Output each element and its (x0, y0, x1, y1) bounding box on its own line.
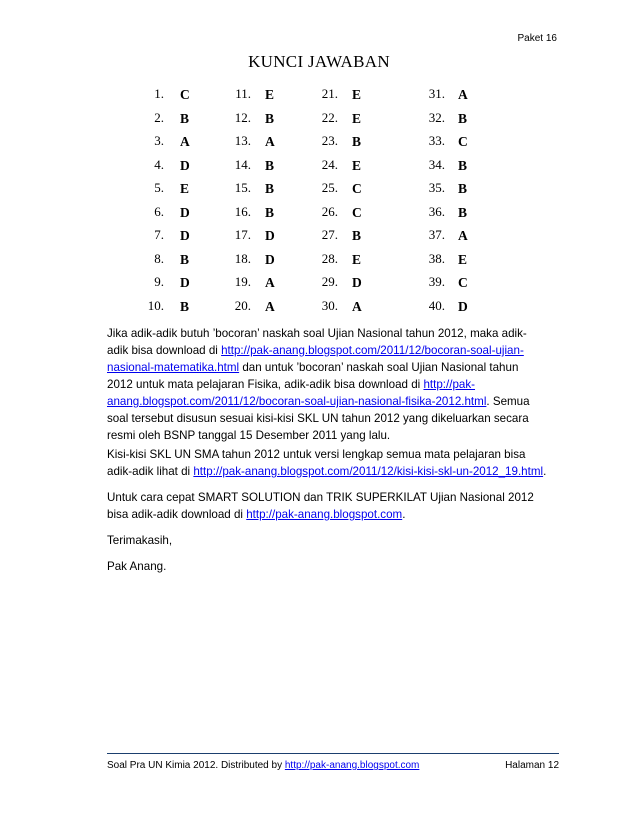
question-number: 5. (154, 180, 164, 195)
question-number: 30. (321, 297, 338, 313)
answer-letter: C (458, 275, 468, 290)
question-number: 25. (321, 180, 338, 195)
question-number: 10. (147, 297, 164, 313)
question-number: 22. (321, 109, 338, 125)
paragraph-text: . Semua soal tersebut disusun sesuai kisi-kisi SKL UN tahun 2012 yang dikeluarkan secara resmi oleh BSNP tanggal 15 Desember 2011 yang lalu. (107, 395, 530, 442)
answer-letter: B (180, 251, 190, 267)
answer-letter: C (352, 181, 362, 196)
question-number: 36. (428, 203, 445, 219)
footer-link[interactable]: http://pak-anang.blogspot.com (284, 760, 420, 771)
answer-letter: B (352, 228, 362, 243)
answer-letter: A (458, 228, 468, 243)
answer-letter: D (265, 251, 275, 267)
question-number: 9. (154, 274, 164, 289)
answer-letter: A (180, 134, 190, 149)
question-number: 3. (154, 133, 164, 148)
paragraph-text: Untuk cara cepat SMART SOLUTION dan TRIK SUPERKILAT Ujian Nasional 2012 bisa adik-adik download di (107, 491, 534, 521)
paragraph-text: . (402, 508, 406, 521)
link-kisi-kisi[interactable]: http://pak-anang.blogspot.com/2011/12/kisi-kisi-skl-un-2012_19.html (193, 465, 544, 478)
answer-letter: B (458, 110, 468, 126)
question-number: 32. (428, 109, 445, 125)
question-number: 28. (321, 250, 338, 266)
page-number: Halaman 12 (505, 760, 559, 771)
paragraph-bocoran (107, 325, 547, 444)
signature-name: Pak Anang. (107, 560, 167, 573)
question-number: 2. (154, 109, 164, 125)
question-number: 1. (154, 86, 164, 101)
question-number: 23. (321, 133, 338, 148)
link-matematika[interactable]: http://pak-anang.blogspot.com/2011/12/bocoran-soal-ujian-nasional-matematika.html (107, 344, 524, 374)
question-number: 31. (428, 86, 445, 101)
question-number: 19. (234, 274, 251, 289)
question-number: 11. (235, 86, 251, 101)
question-number: 35. (428, 180, 445, 195)
answer-letter: B (265, 181, 275, 196)
question-number: 38. (428, 250, 445, 266)
question-number: 24. (321, 156, 338, 172)
paragraph-text: dan untuk ’bocoran’ naskah soal Ujian Nasional tahun 2012 untuk mata pelajaran Fisika, adik-adik bisa download di (107, 361, 519, 391)
question-number: 15. (234, 180, 251, 195)
link-blog[interactable]: http://pak-anang.blogspot.com (246, 508, 403, 521)
question-number: 8. (154, 250, 164, 266)
answer-letter: B (265, 157, 275, 173)
answer-letter: E (352, 110, 362, 126)
answer-letter: A (265, 134, 275, 149)
question-number: 37. (428, 227, 445, 242)
answer-letter: B (458, 181, 468, 196)
answer-letter: B (265, 204, 275, 220)
question-number: 33. (428, 133, 445, 148)
answer-letter: C (352, 204, 362, 220)
footer-text: Soal Pra UN Kimia 2012. Distributed by (107, 760, 285, 771)
paragraph-text: . (543, 465, 547, 478)
answer-letter: E (352, 157, 362, 173)
answer-letter: E (352, 87, 362, 102)
link-fisika[interactable]: http://pak-anang.blogspot.com/2011/12/bocoran-soal-ujian-nasional-fisika-2012.html (107, 378, 487, 408)
answer-letter: C (458, 134, 468, 149)
answer-letter: B (180, 110, 190, 126)
question-number: 13. (234, 133, 251, 148)
answer-letter: E (352, 251, 362, 267)
answer-letter: D (458, 298, 468, 314)
question-number: 40. (428, 297, 445, 313)
closing-thanks: Terimakasih, (107, 534, 173, 547)
question-number: 17. (234, 227, 251, 242)
answer-letter: B (352, 134, 362, 149)
answer-letter: B (458, 157, 468, 173)
answer-letter: D (180, 275, 190, 290)
question-number: 14. (234, 156, 251, 172)
answer-letter: A (352, 298, 362, 314)
question-number: 21. (321, 86, 338, 101)
footer-divider (107, 753, 559, 754)
answer-letter: A (458, 87, 468, 102)
answer-letter: B (458, 204, 468, 220)
answer-letter: A (265, 298, 275, 314)
question-number: 34. (428, 156, 445, 172)
question-number: 20. (234, 297, 251, 313)
answer-letter: A (265, 275, 275, 290)
paragraph-kisi-kisi (107, 446, 547, 480)
question-number: 7. (154, 227, 164, 242)
answer-letter: D (180, 228, 190, 243)
answer-letter: B (265, 110, 275, 126)
answer-letter: D (180, 157, 190, 173)
answer-letter: E (265, 87, 275, 102)
package-label: Paket 16 (517, 33, 557, 44)
paragraph-text: Kisi-kisi SKL UN SMA tahun 2012 untuk versi lengkap semua mata pelajaran bisa adik-adik lihat di (107, 448, 526, 478)
answer-letter: C (180, 87, 190, 102)
paragraph-smart-solution (107, 489, 547, 523)
question-number: 6. (154, 203, 164, 219)
question-number: 16. (234, 203, 251, 219)
answer-letter: D (352, 275, 362, 290)
question-number: 29. (321, 274, 338, 289)
question-number: 39. (428, 274, 445, 289)
answer-letter: D (265, 228, 275, 243)
question-number: 18. (234, 250, 251, 266)
page-title: KUNCI JAWABAN (248, 52, 390, 71)
answer-letter: D (180, 204, 190, 220)
answer-letter: E (458, 251, 468, 267)
question-number: 4. (154, 156, 164, 172)
question-number: 26. (321, 203, 338, 219)
answer-letter: E (180, 181, 190, 196)
question-number: 27. (321, 227, 338, 242)
footer-distribution (107, 760, 419, 771)
paragraph-text: Jika adik-adik butuh ’bocoran’ naskah soal Ujian Nasional tahun 2012, maka adik-adik bisa download di (107, 327, 527, 357)
answer-letter: B (180, 298, 190, 314)
question-number: 12. (234, 109, 251, 125)
